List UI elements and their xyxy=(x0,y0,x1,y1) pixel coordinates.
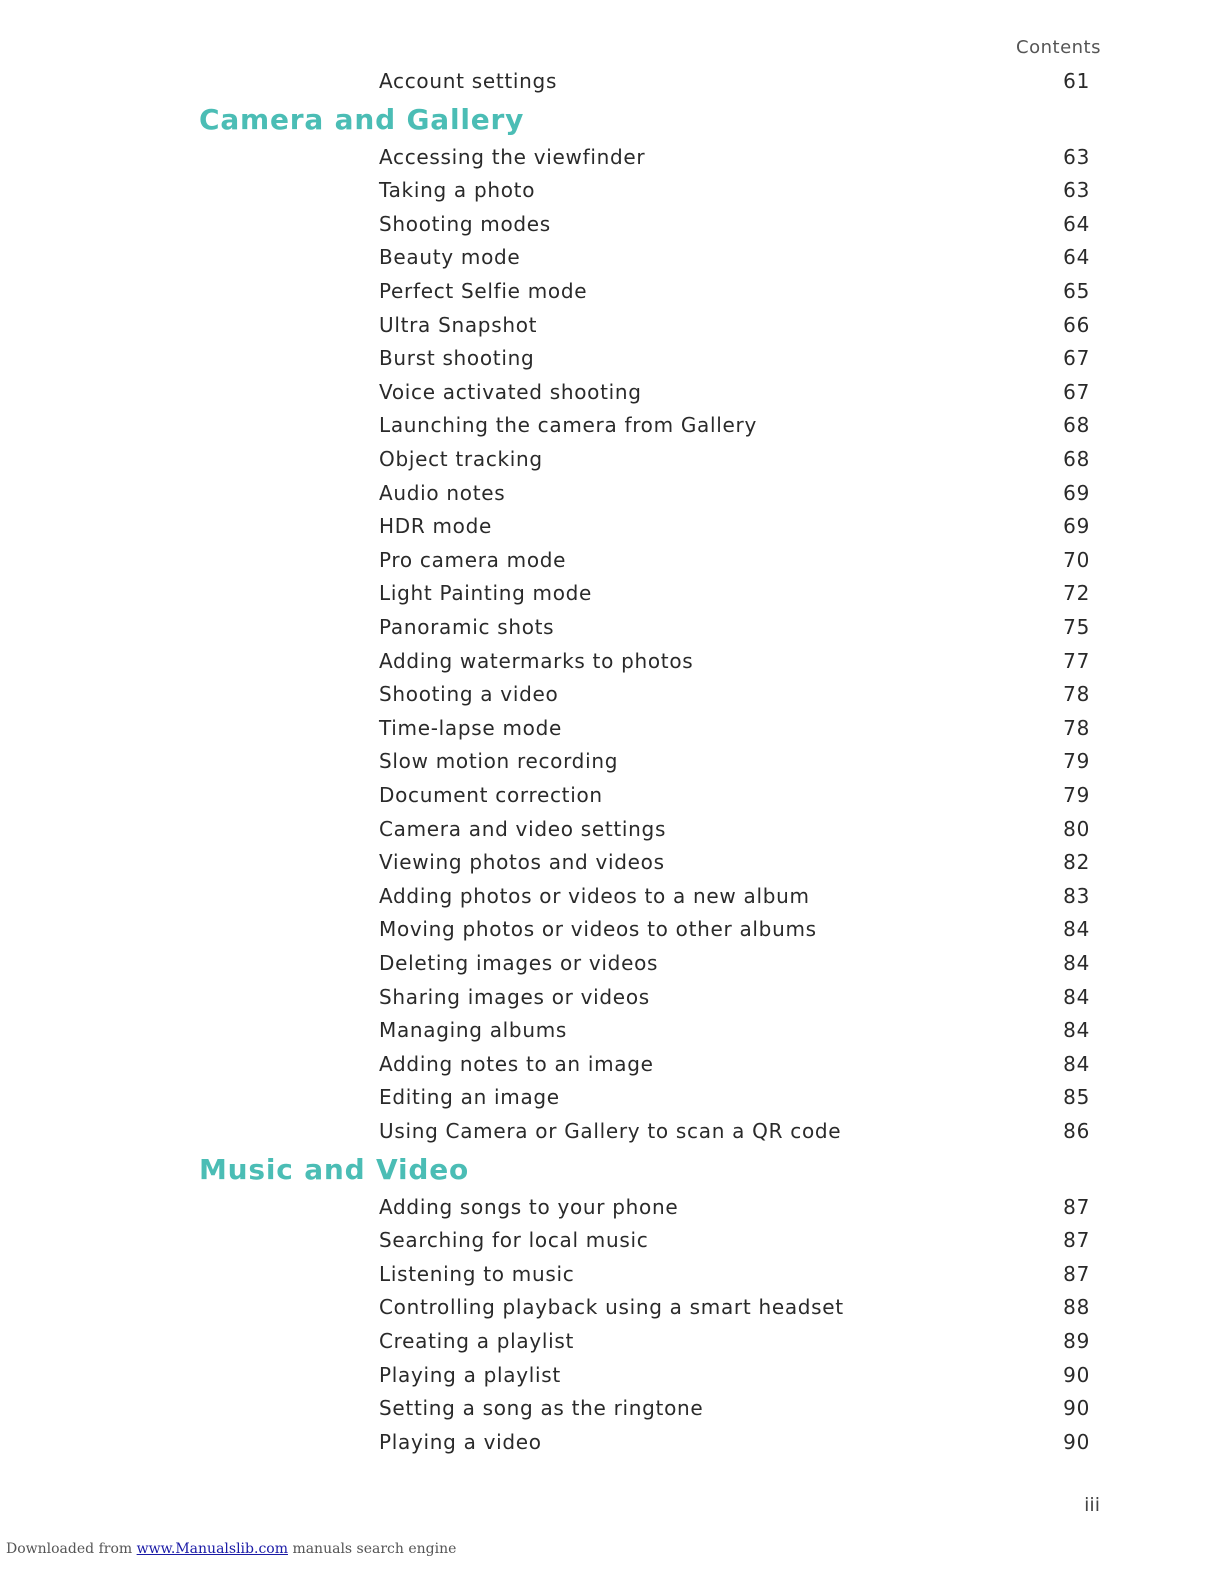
toc-entry-title: Accessing the viewfinder xyxy=(379,144,646,169)
toc-entry-page: 72 xyxy=(1063,581,1090,606)
toc-entry-title: Adding songs to your phone xyxy=(379,1194,679,1219)
toc-entry[interactable] xyxy=(379,1427,1090,1457)
toc-entry[interactable] xyxy=(379,377,1090,407)
toc-entry-page: 77 xyxy=(1063,648,1090,673)
toc-entry-page: 63 xyxy=(1063,144,1090,169)
toc-entry-title: Searching for local music xyxy=(379,1228,649,1253)
toc-entry-title: Controlling playback using a smart headset xyxy=(379,1295,844,1320)
toc-entry-title: Panoramic shots xyxy=(379,615,555,639)
toc-entry-page: 63 xyxy=(1063,178,1090,203)
toc-entry-title: Adding notes to an image xyxy=(379,1051,654,1076)
toc-entry-title: Shooting modes xyxy=(379,211,551,236)
toc-entry-page: 83 xyxy=(1063,883,1090,908)
toc-entry[interactable] xyxy=(379,209,1090,239)
toc-entry-page: 79 xyxy=(1063,749,1090,774)
toc-entry-page: 68 xyxy=(1063,413,1090,438)
toc-entry-title: Creating a playlist xyxy=(379,1329,575,1353)
toc-entry-title: Account settings xyxy=(379,69,558,93)
toc-entry-page: 87 xyxy=(1063,1228,1090,1253)
toc-entry-page: 79 xyxy=(1063,783,1090,807)
toc-entry-page: 82 xyxy=(1063,850,1090,875)
toc-entry[interactable] xyxy=(379,1116,1090,1146)
toc-entry[interactable] xyxy=(379,982,1090,1012)
toc-entry[interactable] xyxy=(379,242,1090,272)
toc-entry[interactable] xyxy=(379,66,1090,96)
toc-entry-title: Using Camera or Gallery to scan a QR code xyxy=(379,1119,842,1143)
toc-entry-page: 88 xyxy=(1063,1295,1090,1320)
toc-entry[interactable] xyxy=(379,175,1090,205)
toc-entry-title: Ultra Snapshot xyxy=(379,312,538,337)
page-header-label: Contents xyxy=(1016,37,1101,58)
toc-entry[interactable] xyxy=(379,1259,1090,1289)
toc-entry-title: Managing albums xyxy=(379,1018,568,1043)
toc-entry[interactable] xyxy=(379,612,1090,642)
toc-entry-title: Setting a song as the ringtone xyxy=(379,1396,704,1421)
toc-entry[interactable] xyxy=(379,1192,1090,1222)
toc-entry-page: 90 xyxy=(1063,1362,1090,1387)
toc-entry-page: 67 xyxy=(1063,346,1090,371)
toc-entry-title: Burst shooting xyxy=(379,346,535,371)
toc-entry-title: Document correction xyxy=(379,783,603,807)
toc-entry[interactable] xyxy=(379,1326,1090,1356)
section-heading[interactable]: Camera and Gallery xyxy=(199,102,525,136)
toc-entry[interactable] xyxy=(379,713,1090,743)
toc-entry[interactable] xyxy=(379,847,1090,877)
page-number: iii xyxy=(1084,1494,1100,1516)
toc-entry-page: 61 xyxy=(1063,69,1090,93)
toc-entry-title: Shooting a video xyxy=(379,682,559,707)
toc-entry-title: Time-lapse mode xyxy=(379,715,562,740)
toc-entry-page: 90 xyxy=(1063,1396,1090,1421)
toc-entry-page: 90 xyxy=(1063,1429,1090,1454)
toc-entry-page: 66 xyxy=(1063,312,1090,337)
toc-entry-title: Moving photos or videos to other albums xyxy=(379,917,817,942)
toc-entry[interactable] xyxy=(379,1292,1090,1322)
toc-entry-title: Perfect Selfie mode xyxy=(379,279,588,303)
toc-entry[interactable] xyxy=(379,948,1090,978)
toc-entry[interactable] xyxy=(379,1049,1090,1079)
toc-entry-title: Playing a video xyxy=(379,1429,542,1454)
toc-entry-page: 64 xyxy=(1063,211,1090,236)
toc-entry-page: 64 xyxy=(1063,245,1090,270)
toc-entry-page: 84 xyxy=(1063,984,1090,1009)
toc-entry-title: Adding watermarks to photos xyxy=(379,648,694,673)
toc-entry-page: 87 xyxy=(1063,1261,1090,1286)
toc-entry-page: 75 xyxy=(1063,615,1090,639)
toc-entry-page: 78 xyxy=(1063,715,1090,740)
section-heading[interactable]: Music and Video xyxy=(199,1152,470,1186)
toc-entry[interactable] xyxy=(379,646,1090,676)
toc-entry[interactable] xyxy=(379,310,1090,340)
toc-entry-title: Sharing images or videos xyxy=(379,984,650,1009)
toc-entry-page: 85 xyxy=(1063,1085,1090,1110)
toc-entry-title: Object tracking xyxy=(379,447,543,471)
toc-entry-page: 84 xyxy=(1063,1018,1090,1043)
toc-entry-page: 84 xyxy=(1063,951,1090,975)
toc-entry-title: Adding photos or videos to a new album xyxy=(379,883,810,908)
download-prefix: Downloaded from xyxy=(6,1541,133,1557)
toc-entry-page: 70 xyxy=(1063,547,1090,572)
toc-entry-title: Beauty mode xyxy=(379,245,521,270)
toc-entry[interactable] xyxy=(379,881,1090,911)
toc-entry[interactable] xyxy=(379,478,1090,508)
toc-entry-page: 84 xyxy=(1063,917,1090,942)
toc-entry-page: 69 xyxy=(1063,514,1090,539)
toc-entry-page: 69 xyxy=(1063,480,1090,505)
toc-entry[interactable] xyxy=(379,814,1090,844)
toc-entry[interactable] xyxy=(379,1082,1090,1112)
toc-entry[interactable] xyxy=(379,444,1090,474)
toc-entry-page: 67 xyxy=(1063,379,1090,404)
toc-entry-page: 84 xyxy=(1063,1051,1090,1076)
toc-entry[interactable] xyxy=(379,545,1090,575)
toc-entry-page: 87 xyxy=(1063,1194,1090,1219)
toc-entry-title: Slow motion recording xyxy=(379,749,619,774)
toc-entry[interactable] xyxy=(379,1015,1090,1045)
toc-entry[interactable] xyxy=(379,410,1090,440)
toc-entry[interactable] xyxy=(379,914,1090,944)
toc-entry-title: Viewing photos and videos xyxy=(379,850,665,875)
toc-entry[interactable] xyxy=(379,1393,1090,1423)
toc-entry-page: 78 xyxy=(1063,682,1090,707)
toc-entry[interactable] xyxy=(379,142,1090,172)
toc-entry-title: Editing an image xyxy=(379,1085,560,1110)
toc-entry-page: 86 xyxy=(1063,1119,1090,1143)
toc-entry[interactable] xyxy=(379,1360,1090,1390)
toc-entry[interactable] xyxy=(379,679,1090,709)
toc-entry-title: Camera and video settings xyxy=(379,816,667,841)
toc-entry-title: Audio notes xyxy=(379,480,506,505)
toc-entry-page: 80 xyxy=(1063,816,1090,841)
toc-entry-title: HDR mode xyxy=(379,514,493,539)
toc-entry-title: Launching the camera from Gallery xyxy=(379,413,757,438)
toc-entry-title: Listening to music xyxy=(379,1261,575,1286)
download-suffix: manuals search engine xyxy=(292,1541,457,1557)
toc-entry-page: 68 xyxy=(1063,447,1090,471)
toc-entry-title: Playing a playlist xyxy=(379,1362,561,1387)
toc-entry[interactable] xyxy=(379,746,1090,776)
toc-entry[interactable] xyxy=(379,780,1090,810)
download-note xyxy=(6,1541,456,1557)
manualslib-link[interactable]: www.Manualslib.com xyxy=(136,1541,288,1557)
toc-entry-title: Deleting images or videos xyxy=(379,951,659,975)
toc-entry[interactable] xyxy=(379,1225,1090,1255)
toc-entry-page: 65 xyxy=(1063,279,1090,303)
toc-entry[interactable] xyxy=(379,343,1090,373)
toc-entry[interactable] xyxy=(379,276,1090,306)
toc-entry-page: 89 xyxy=(1063,1329,1090,1353)
toc-entry[interactable] xyxy=(379,511,1090,541)
toc-entry-title: Voice activated shooting xyxy=(379,379,642,404)
toc-entry-title: Pro camera mode xyxy=(379,547,567,572)
toc-entry-title: Taking a photo xyxy=(379,178,536,203)
toc-entry[interactable] xyxy=(379,578,1090,608)
toc-entry-title: Light Painting mode xyxy=(379,581,593,606)
